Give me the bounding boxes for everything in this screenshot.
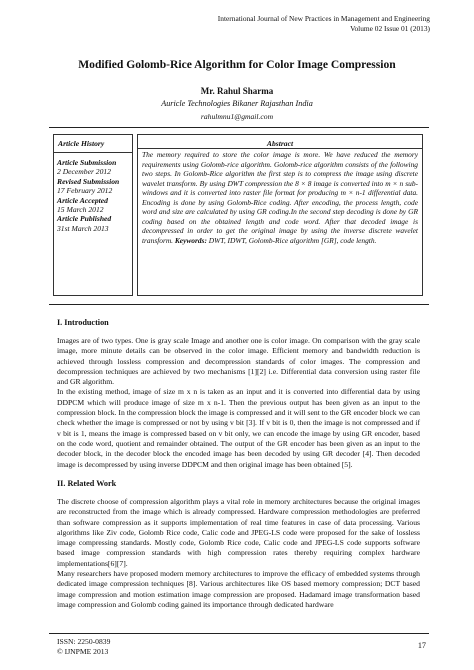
- footer: [57, 637, 110, 656]
- abstract-bottom-divider: [49, 304, 429, 305]
- paragraph: Images are of two types. One is gray scale Image and another one is color image. On comparison with the gray scale image, more minute details can be observed in the color image. Efficient memory and bandwidth reduction is achieved through lossless compression and decompression standards of color images. The compression and decompression techniques are achieved by two mechanisms [1][2] i.e. Differential data conversion using raster file and GR algorithm.: [57, 336, 420, 387]
- footer-issn: ISSN: 2250-0839: [57, 637, 111, 646]
- paper-title: Modified Golomb-Rice Algorithm for Color Image Compression: [78, 58, 396, 71]
- history-value: 31st March 2013: [57, 223, 109, 233]
- journal-volume: Volume 02 Issue 01 (2013): [350, 24, 430, 33]
- history-value: 17 February 2012: [57, 186, 113, 196]
- author-affiliation: Auricle Technologies Bikaner Rajasthan India: [161, 99, 313, 108]
- abstract-heading: Abstract: [266, 139, 294, 148]
- paragraph: The discrete choose of compression algorithm plays a vital role in memory architectures because the original images are reconstructed from the image which is already compressed. Hardware compression methodologies are preferred than software compression as it supports implementation of real time features in case of data processing. Various algorithms like Ziv code, Golomb Rice code, Calic code and JPEG-LS code were proposed for the sake of lossless image compressing standards. Mostly code, Golomb Rice code, Calic code and JPEG-LS code supports software based image compression standards with high compression rates thereby requiring complex hardware implementations[6][7].: [57, 497, 420, 568]
- article-history-list: [57, 158, 133, 233]
- footer-copyright: © IJNPME 2013: [57, 646, 109, 656]
- history-label: Article Published: [57, 214, 112, 224]
- history-header-divider: [53, 152, 133, 153]
- history-value: 15 March 2012: [57, 205, 104, 215]
- paragraph: In the existing method, image of size m x n is taken as an input and it is converted into differential data by using DDPCM which will produce image of size m x n-1. Then the previous output has been given as an input to the compression block. In the compression block the image is compressed and it will sent to the GR encoder block we can check whether the image is compressed or not by using v bit [3]. If v bit is 0, then the image is not compressed and if v bit is 1, means the image is compressed based on v bit only, we can encode the image by using GR encoder, based on the code word, quotient and remainder obtained. The output of the GR encoder has been given as an input to the decoder block, in the decoder block the encoded image has been decoded by using GR decoder [4]. Then decoded image is decompressed by using inverse DDPCM and then original image has been obtained [5].: [57, 387, 420, 469]
- abstract-header-divider: [137, 148, 423, 149]
- journal-header: [218, 14, 430, 34]
- author-name: Mr. Rahul Sharma: [200, 86, 274, 96]
- history-label: Article Submission: [57, 158, 117, 167]
- footer-divider: [49, 633, 429, 634]
- keywords-text: DWT, IDWT, Golomb-Rice algorithm [GR], code length.: [208, 235, 377, 245]
- paragraph: Many researchers have proposed modern memory architectures to improve the efficacy of embedded systems through dedicated image compression techniques [8]. Various architectures like OS based memory compression; DCT based image compression and motion estimation image compression are proposed. Hadamard image transformation based image compression and Golomb coding gained its importance through dedicated hardware: [57, 569, 420, 609]
- history-label: Article Accepted: [57, 195, 108, 205]
- section-heading-related-work: II. Related Work: [57, 479, 117, 488]
- article-history-heading: Article History: [58, 139, 105, 148]
- abstract-text: The memory required to store the color image is more. We have reduced the memory requirements using Golomb-rice algorithm. Golomb-rice algorithm consists of the following two steps. In Golomb-Rice algorithm the first step is to compress the image using discrete wavelet transform. By using DWT compression the 8 × 8 image is converted into m × n sub-windows and it is converted into raster file format for producing m × n-1 differential data. Encoding is done by using Golomb-Rice coding. After encoding, the process length, code word and size are calculated by using GR coding.In the second step decoding is done by GR coding based on the obtained length and code word. After that decoded image is decompressed in order to get the original image by using the inverse discrete wavelet transform.: [142, 150, 418, 245]
- top-divider: [49, 127, 429, 128]
- history-value: 2 December 2012: [57, 167, 111, 177]
- page-number: 17: [417, 641, 426, 650]
- keywords-label: Keywords:: [174, 235, 207, 245]
- journal-name: International Journal of New Practices in Management and Engineering: [217, 14, 430, 23]
- related-work-body: [57, 497, 420, 610]
- introduction-body: [57, 336, 420, 470]
- history-label: Revised Submission: [57, 176, 120, 186]
- abstract-body: [142, 150, 418, 245]
- section-heading-introduction: I. Introduction: [57, 318, 109, 327]
- author-email: rahulmnu1@gmail.com: [200, 112, 274, 121]
